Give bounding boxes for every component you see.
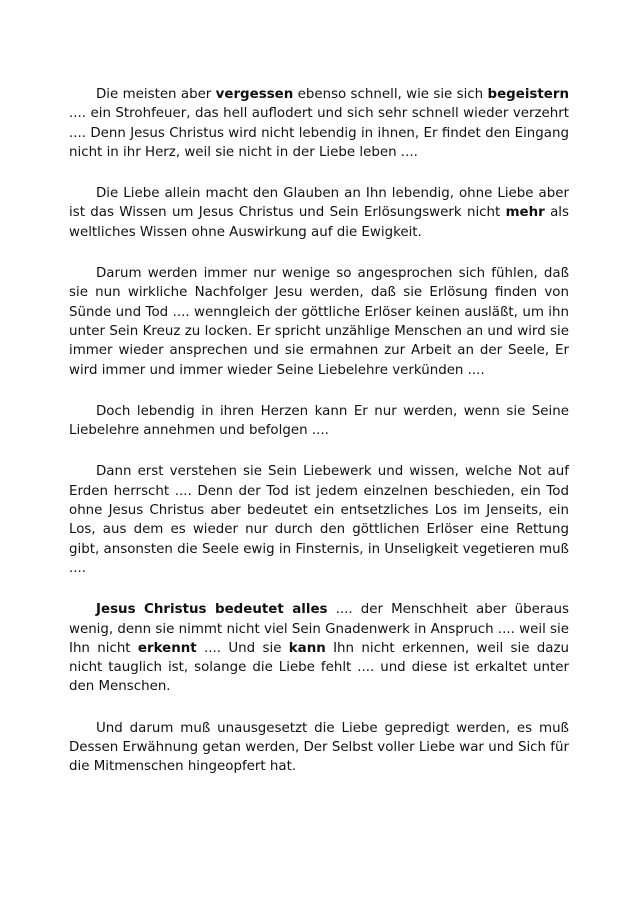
text-run: Doch lebendig in ihren Herzen kann Er nur werden, wenn sie Seine Liebelehre annehmen und befolgen ....	[69, 403, 569, 439]
document-page	[69, 85, 569, 799]
paragraph-1	[69, 85, 569, 162]
text-run: .... ein Strohfeuer, das hell auflodert und sich sehr schnell wieder verzehrt .... Denn Jesus Christus wird nicht lebendig in ihnen, Er findet den Eingang nicht in ihr Herz, weil sie nicht in der Liebe leben ....	[69, 106, 569, 160]
text-run: .... Und sie	[196, 640, 289, 656]
paragraph-6	[69, 600, 569, 696]
text-run: .... der Menschheit aber überaus wenig, denn sie nimmt nicht viel Sein Gnadenwerk in Anspruch .... weil sie Ihn nicht	[69, 602, 569, 656]
text-run: Die meisten aber	[96, 87, 216, 102]
paragraph-5	[69, 462, 569, 578]
text-run: ebenso schnell, wie sie sich	[293, 87, 488, 102]
text-run: Dann erst verstehen sie Sein Liebewerk und wissen, welche Not auf Erden herrscht .... Denn der Tod ist jedem einzelnen beschieden, ein Tod ohne Jesus Christus aber bedeutet ein entsetzliches Los im Jenseits, ein Los, aus dem es wieder nur durch den göttlichen Erlöser eine Rettung gibt, ansonsten die Seele ewig in Finsternis, in Unseligkeit vegetieren muß ....	[69, 464, 569, 576]
paragraph-3	[69, 264, 569, 380]
bold-phrase: kann	[288, 640, 326, 656]
text-run: als weltliches Wissen ohne Auswirkung auf die Ewigkeit.	[69, 205, 569, 240]
bold-phrase: mehr	[505, 205, 545, 221]
bold-phrase: erkennt	[137, 640, 197, 656]
text-run: Ihn nicht erkennen, weil sie dazu nicht tauglich ist, solange die Liebe fehlt .... und diese ist erkaltet unter den Menschen.	[69, 640, 569, 695]
text-run: Und darum muß unausgesetzt die Liebe gepredigt werden, es muß Dessen Erwähnung getan werden, Der Selbst voller Liebe war und Sich für die Mitmenschen hingeopfert hat.	[69, 720, 569, 775]
bold-phrase: begeistern	[487, 87, 569, 102]
text-run: Die Liebe allein macht den Glauben an Ihn lebendig, ohne Liebe aber ist das Wissen um Jesus Christus und Sein Erlösungswerk nicht	[69, 186, 569, 221]
paragraph-4	[69, 402, 569, 441]
text-run: Darum werden immer nur wenige so angesprochen sich fühlen, daß sie nun wirkliche Nachfolger Jesu werden, daß sie Erlösung finden von Sünde und Tod .... wenngleich der göttliche Erlöser keinen ausläßt, um ihn unter Sein Kreuz zu locken. Er spricht unzählige Menschen an und wird sie immer wieder ansprechen und sie ermahnen zur Arbeit an der Seele, Er wird immer und immer wieder Seine Liebelehre verkünden ....	[69, 266, 569, 378]
bold-phrase: Jesus Christus bedeutet alles	[96, 602, 328, 618]
paragraph-2	[69, 184, 569, 242]
paragraph-7	[69, 719, 569, 777]
bold-phrase: vergessen	[215, 87, 294, 102]
